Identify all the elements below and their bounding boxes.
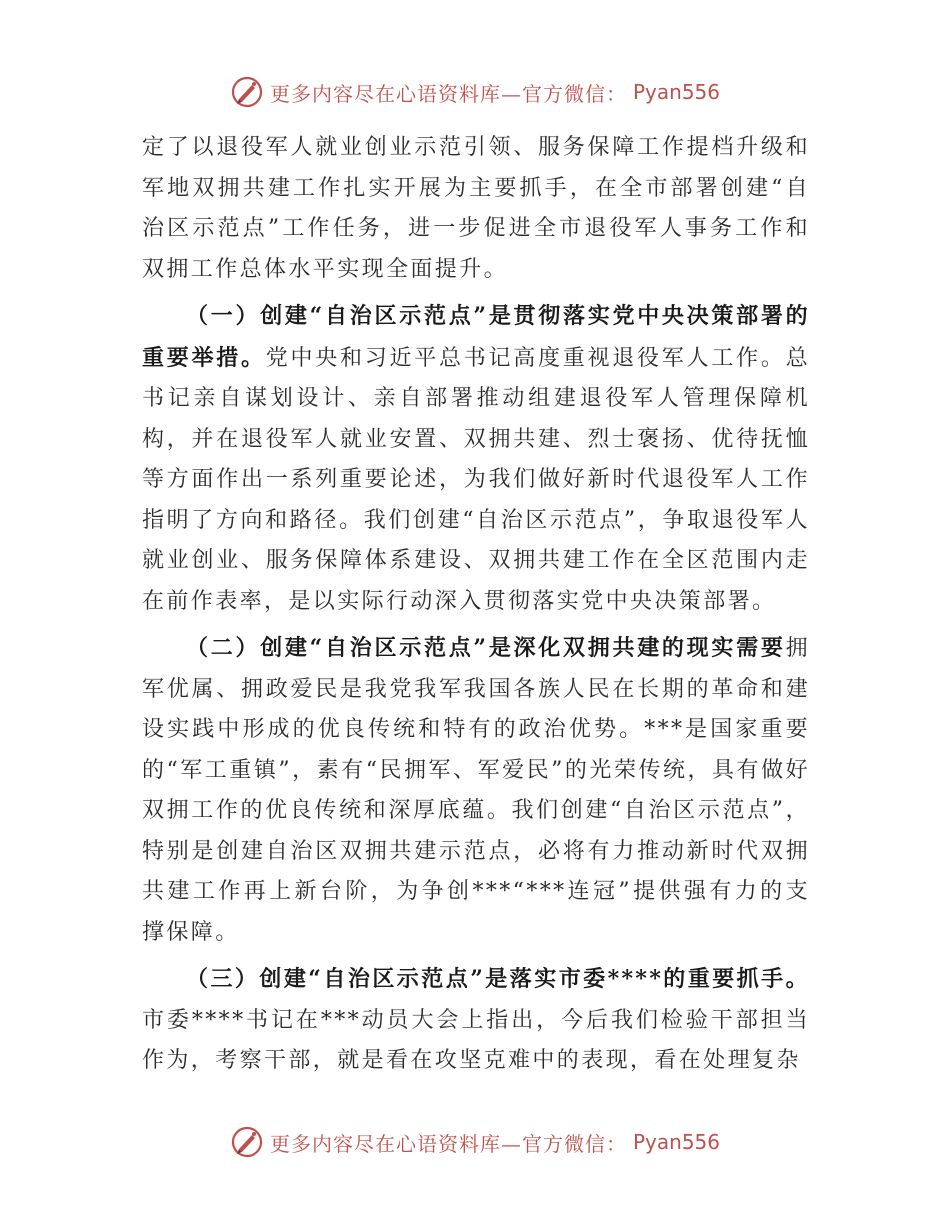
paragraph-body: 党中央和习近平总书记高度重视退役军人工作。总书记亲自谋划设计、亲自部署推动组建退役军人管理保障机构，并在退役军人就业安置、双拥共建、烈士褒扬、优待抚恤等方面作出一系列重要论述，为我们做好新时代退役军人工作指明了方向和路径。我们创建“自治区示范点”，争取退役军人就业创业、服务保障体系建设、双拥共建工作在全区范围内走在前作表率，是以实际行动深入贯彻落实党中央决策部署。 [142,345,810,614]
paragraph-section-1 [142,296,810,622]
section-heading: （三）创建“自治区示范点”是落实市委****的重要抓手。 [186,966,810,992]
pen-logo-icon [230,75,264,109]
paragraph-section-2 [142,628,810,953]
document-body [142,128,810,1088]
paragraph-body: 定了以退役军人就业创业示范引领、服务保障工作提档升级和军地双拥共建工作扎实开展为主要抓手，在全市部署创建“自治区示范点”工作任务，进一步促进全市退役军人事务工作和双拥工作总体水平实现全面提升。 [142,135,810,282]
paragraph-body: 市委****书记在***动员大会上指出，今后我们检验干部担当作为，考察干部，就是看在攻坚克难中的表现，看在处理复杂 [142,1007,810,1073]
watermark-code: Pyan556 [632,80,720,104]
watermark-text: 更多内容尽在心语资料库—官方微信： [269,81,627,106]
section-heading: （一）创建“自治区示范点”是贯彻落实党中央决策部署的重要举措。 [142,303,810,371]
watermark-code: Pyan556 [632,1130,720,1154]
section-heading: （二）创建“自治区示范点”是深化双拥共建的现实需要 [186,635,786,661]
paragraph-body: 拥军优属、拥政爱民是我党我军我国各族人民在长期的革命和建设实践中形成的优良传统和特有的政治优势。***是国家重要的“军工重镇”，素有“民拥军、军爱民”的光荣传统，具有做好双拥工作的优良传统和深厚底蕴。我们创建“自治区示范点”，特别是创建自治区双拥共建示范点，必将有力推动新时代双拥共建工作再上新台阶，为争创***“***连冠”提供强有力的支撑保障。 [142,636,810,945]
paragraph-intro [142,128,810,290]
paragraph-section-3 [142,959,810,1082]
pen-logo-icon [230,1125,264,1159]
watermark-footer [0,1120,950,1164]
watermark-text: 更多内容尽在心语资料库—官方微信： [269,1131,627,1156]
watermark-header [0,70,950,114]
